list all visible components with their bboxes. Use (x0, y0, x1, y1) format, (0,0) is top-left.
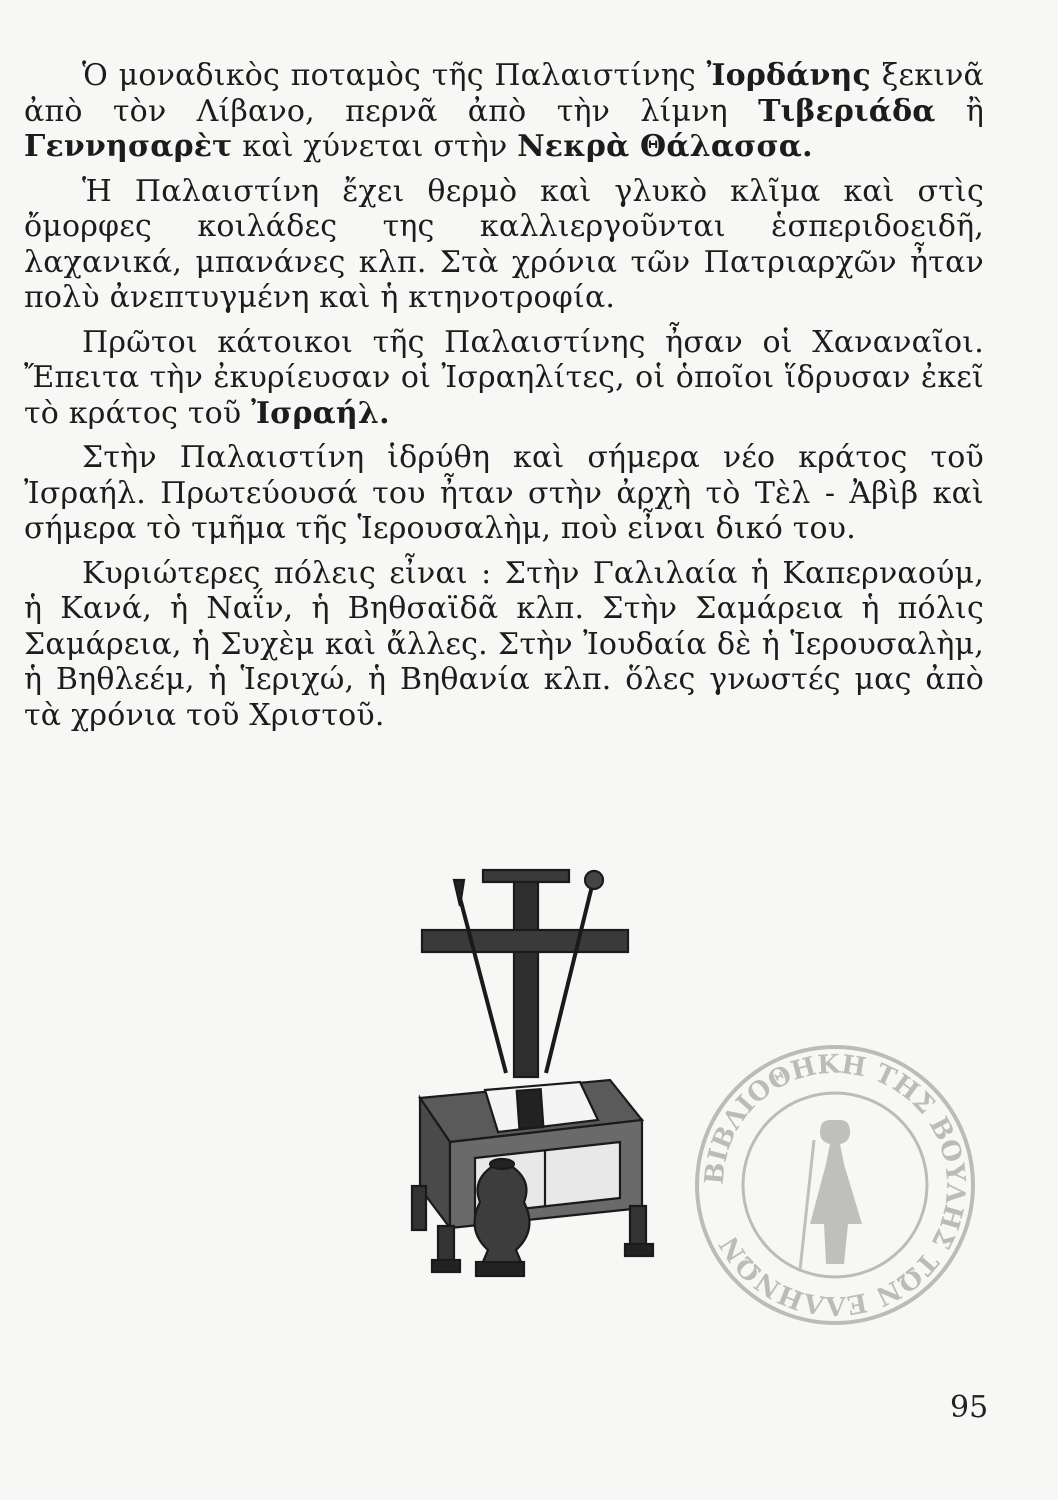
p1-gennesaret: Γεννησαρὲτ (24, 129, 233, 164)
amphora-icon (475, 1165, 530, 1264)
paragraph-1 (24, 58, 984, 165)
p3-israel: Ἰσραήλ. (251, 395, 390, 431)
p1-part-7: καὶ χύνεται στὴν (232, 129, 518, 164)
cross-vertical-icon (514, 882, 538, 1077)
p1-tiberias: Τιβεριάδα (758, 93, 936, 129)
p1-jordan: Ἰορδάνης (706, 58, 872, 93)
p1-part-1: Ὁ μοναδικὸς ποταμὸς τῆς Παλαιστίνης (82, 58, 707, 93)
p2-text: Ἡ Παλαιστίνη ἔχει θερμὸ καὶ γλυκὸ κλῖμα καὶ στὶς ὄμορφες κοιλάδες της καλλιεργοῦνται ἑσπεριδοειδῆ, λαχανικά, μπανάνες κλπ. Στὰ χρόνια τῶν Πατριαρχῶν ἦταν πολὺ ἀνεπτυγμένη καὶ ἡ κτηνοτροφία. (24, 173, 984, 315)
paragraph-3 (24, 325, 984, 432)
body-text (24, 58, 984, 742)
cross-horizontal-icon (422, 930, 628, 952)
p5-text: Κυριώτερες πόλεις εἶναι : Στὴν Γαλιλαία ἡ Καπερναούμ, ἡ Κανά, ἡ Ναΐν, ἡ Βηθσαϊδᾶ κλπ. Στὴν Σαμάρεια ἡ πόλις Σαμάρεια, ἡ Συχὲμ καὶ ἄλλες. Στὴν Ἰουδαία δὲ ἡ Ἱερουσαλὴμ, ἡ Βηθλεέμ, ἡ Ἱεριχώ, ἡ Βηθανία κλπ. ὅλες γνωστές μας ἀπὸ τὰ χρόνια τοῦ Χριστοῦ. (24, 555, 984, 733)
athena-figure-icon (810, 1120, 862, 1264)
cross-top-bar-icon (483, 870, 569, 882)
p1-dead-sea: Νεκρὰ Θάλασσα. (517, 129, 813, 164)
ripidion-right-head-icon (585, 871, 603, 889)
p1-part-3: ξεκινᾶ ἀπὸ τὸν Λίβανο, περνᾶ ἀπὸ τὴν λίμνη (24, 58, 984, 129)
stamp-text: ΒΙΒΛΙΟΘΗΚΗ ΤΗΣ ΒΟΥΛΗΣ ΤΩΝ ΕΛΛΗΝΩΝ (699, 1049, 971, 1321)
ripidion-right-staff-icon (546, 886, 592, 1073)
p4-text: Στὴν Παλαιστίνη ἱδρύθη καὶ σήμερα νέο κράτος τοῦ Ἰσραήλ. Πρωτεύουσά του ἦταν στὴν ἀρχὴ τὸ Τὲλ - Ἀβὶβ καὶ σήμερα τὸ τμῆμα τῆς Ἱερουσαλὴμ, ποὺ εἶναι δικό του. (24, 440, 984, 546)
page-number: 95 (950, 1390, 989, 1425)
ripidion-left-staff-icon (460, 898, 506, 1073)
paragraph-2 (24, 174, 984, 316)
library-stamp (690, 1040, 980, 1330)
altar-illustration (380, 858, 680, 1288)
paragraph-4 (24, 440, 984, 547)
p1-part-5: ἢ (935, 93, 984, 129)
paragraph-5 (24, 556, 984, 734)
p3-text: Πρῶτοι κάτοικοι τῆς Παλαιστίνης ἦσαν οἱ Χαναναῖοι. Ἔπειτα τὴν ἐκυρίευσαν οἱ Ἰσραηλίτες, οἱ ὁποῖοι ἵδρυσαν ἐκεῖ τὸ κράτος τοῦ (24, 324, 984, 431)
